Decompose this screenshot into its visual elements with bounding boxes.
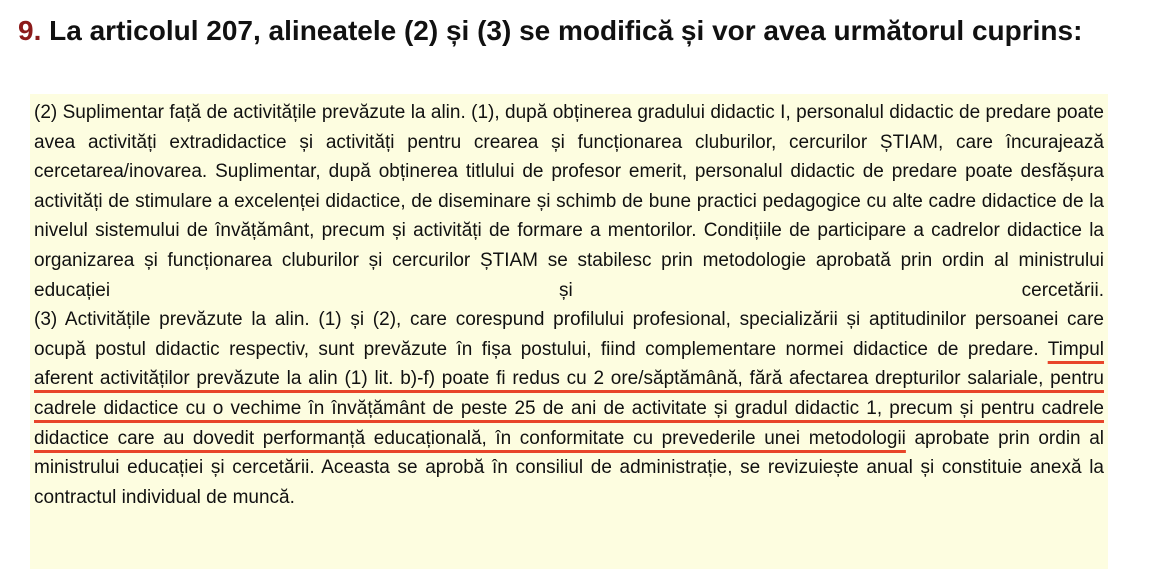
section-heading — [18, 16, 1122, 46]
paragraph-3 — [34, 305, 1104, 512]
paragraph-3-highlighted-text: Timpul aferent activităților prevăzute la alin (1) lit. b)-f) poate fi redus cu 2 ore/săptămână, fără afectarea drepturilor salariale, pentru cadrele didactice cu o vechime în învățământ de peste 25 de ani de activitate și gradul didactic 1, precum și pentru cadrele didactice care au dovedit performanță educațională, în conformitate cu prevederile unei metodologii — [34, 338, 1105, 449]
section-heading-text: La articolul 207, alineatele (2) și (3) se modifică și vor avea următorul cuprins: — [49, 15, 1083, 46]
section-number: 9. — [18, 15, 42, 46]
amended-article-text — [30, 94, 1108, 569]
paragraph-3-intro: (3) Activitățile prevăzute la alin. (1) și (2), care corespund profilului profesional, specializării și aptitudinilor persoanei care ocupă postul didactic respectiv, sunt prevăzute în fișa postului, fiind complementare normei didactice de predare. — [34, 309, 1104, 360]
paragraph-2: (2) Suplimentar față de activitățile prevăzute la alin. (1), după obținerea gradului didactic I, personalul didactic de predare poate avea activități extradidactice și activități pentru crearea și funcționarea cluburilor, cercurilor ȘTIAM, care încurajează cercetarea/inovarea. Suplimentar, după obținerea titlului de profesor emerit, personalul didactic de predare poate desfășura activități de stimulare a excelenței didactice, de diseminare și schimb de bune practici pedagogice cu alte cadre didactice de la nivelul sistemului de învățământ, precum și activități de formare a mentorilor. Condițiile de participare a cadrelor didactice la organizarea și funcționarea cluburilor și cercurilor ȘTIAM se stabilesc prin metodologie aprobată prin ordin al ministrului educației și cercetării. — [34, 102, 1104, 301]
paragraph-3-outro: aprobate prin ordin al ministrului educației și cercetării. Aceasta se aprobă în consiliul de administrație, se revizuiește anual și constituie anexă la contractul individual de muncă. — [34, 427, 1104, 508]
